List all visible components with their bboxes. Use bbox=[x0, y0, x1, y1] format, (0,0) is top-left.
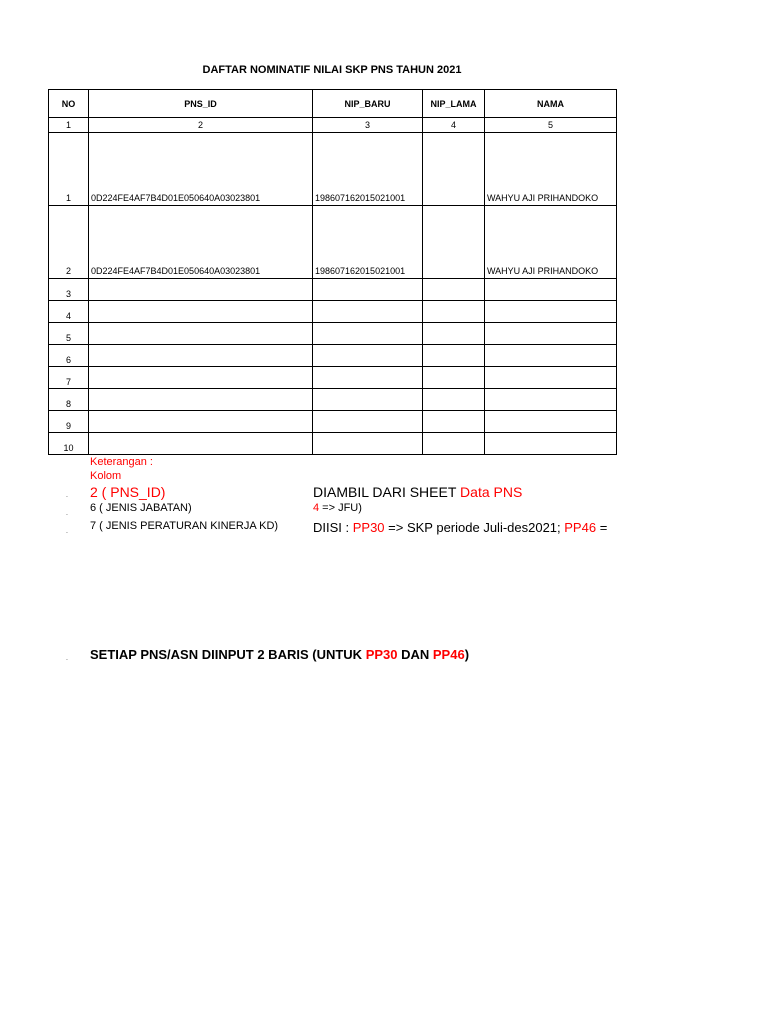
cell-nip-baru bbox=[313, 345, 423, 367]
cell-no: 7 bbox=[49, 367, 89, 389]
note-item3-desc bbox=[313, 520, 618, 535]
cell-pns-id bbox=[89, 345, 313, 367]
cell-nip-baru: 198607162015021001 bbox=[313, 206, 423, 279]
header-nip-lama: NIP_LAMA bbox=[423, 90, 485, 118]
column-number: 2 bbox=[89, 118, 313, 133]
table-row bbox=[49, 389, 617, 411]
cell-nip-lama bbox=[423, 367, 485, 389]
table-row bbox=[49, 279, 617, 301]
cell-nip-lama bbox=[423, 345, 485, 367]
table-row bbox=[49, 433, 617, 455]
cell-nip-baru bbox=[313, 411, 423, 433]
table-row bbox=[49, 133, 617, 206]
cell-pns-id bbox=[89, 389, 313, 411]
note-item2-desc-num: 4 bbox=[313, 502, 320, 514]
notes-kolom: Kolom bbox=[90, 470, 122, 482]
bottom-mid: DAN bbox=[397, 647, 433, 662]
notes-heading: Keterangan : bbox=[90, 456, 153, 468]
column-number: 3 bbox=[313, 118, 423, 133]
note-item3-mid: => SKP periode Juli-des2021; bbox=[384, 520, 565, 535]
bottom-prefix: SETIAP PNS/ASN DIINPUT 2 BARIS (UNTUK bbox=[90, 647, 366, 662]
cell-pns-id bbox=[89, 323, 313, 345]
column-number-row bbox=[49, 118, 617, 133]
cell-nama bbox=[485, 433, 617, 455]
note-item2-desc-text: => JFU) bbox=[319, 502, 362, 514]
cell-nip-lama bbox=[423, 389, 485, 411]
bottom-suffix: ) bbox=[464, 647, 470, 662]
cell-nama bbox=[485, 301, 617, 323]
cell-pns-id bbox=[89, 367, 313, 389]
cell-nip-baru: 198607162015021001 bbox=[313, 133, 423, 206]
cell-no: 4 bbox=[49, 301, 89, 323]
cell-pns-id bbox=[89, 411, 313, 433]
cell-no: 2 bbox=[49, 206, 89, 279]
header-nip-baru: NIP_BARU bbox=[313, 90, 423, 118]
cell-no: 10 bbox=[49, 433, 89, 455]
cell-nip-baru bbox=[313, 367, 423, 389]
table-row bbox=[49, 367, 617, 389]
cell-nip-lama bbox=[423, 279, 485, 301]
note-item1-label: 2 ( PNS_ID) bbox=[90, 484, 166, 500]
note-item1-desc-prefix: DIAMBIL DARI SHEET bbox=[313, 484, 461, 500]
bottom-pp46: PP46 bbox=[432, 647, 465, 662]
cell-no: 8 bbox=[49, 389, 89, 411]
note-item3-pp46: PP46 bbox=[564, 520, 597, 535]
cell-no: 9 bbox=[49, 411, 89, 433]
cell-nama bbox=[485, 389, 617, 411]
table-row bbox=[49, 345, 617, 367]
cell-pns-id: 0D224FE4AF7B4D01E050640A03023801 bbox=[89, 133, 313, 206]
nominative-table bbox=[48, 89, 617, 455]
table-header-row bbox=[49, 90, 617, 118]
note-item1-desc-highlight: Data PNS bbox=[460, 484, 523, 500]
cell-nama: WAHYU AJI PRIHANDOKO bbox=[485, 206, 617, 279]
bullet-icon: . bbox=[66, 528, 68, 535]
cell-nip-baru bbox=[313, 323, 423, 345]
note-item3-pp30: PP30 bbox=[352, 520, 385, 535]
cell-nama bbox=[485, 345, 617, 367]
cell-nip-lama bbox=[423, 433, 485, 455]
note-item3-prefix: DIISI : bbox=[313, 520, 353, 535]
cell-nip-lama bbox=[423, 301, 485, 323]
cell-no: 1 bbox=[49, 133, 89, 206]
bottom-pp30: PP30 bbox=[365, 647, 398, 662]
cell-nama bbox=[485, 367, 617, 389]
bullet-icon: . bbox=[66, 655, 68, 662]
cell-no: 5 bbox=[49, 323, 89, 345]
cell-pns-id bbox=[89, 279, 313, 301]
cell-nip-baru bbox=[313, 279, 423, 301]
cell-nip-lama bbox=[423, 206, 485, 279]
cell-nama bbox=[485, 279, 617, 301]
cell-nip-lama bbox=[423, 411, 485, 433]
column-number: 1 bbox=[49, 118, 89, 133]
cell-nip-baru bbox=[313, 433, 423, 455]
table-row bbox=[49, 206, 617, 279]
bottom-instruction bbox=[90, 647, 469, 662]
bullet-icon: . bbox=[66, 510, 68, 517]
cell-nip-lama bbox=[423, 323, 485, 345]
cell-nama: WAHYU AJI PRIHANDOKO bbox=[485, 133, 617, 206]
note-item1-desc bbox=[313, 484, 522, 500]
table-row bbox=[49, 323, 617, 345]
cell-pns-id: 0D224FE4AF7B4D01E050640A03023801 bbox=[89, 206, 313, 279]
table-row bbox=[49, 411, 617, 433]
cell-nama bbox=[485, 411, 617, 433]
note-item3-tail: = bbox=[596, 520, 608, 535]
cell-nama bbox=[485, 323, 617, 345]
column-number: 5 bbox=[485, 118, 617, 133]
note-item3-label: 7 ( JENIS PERATURAN KINERJA KD) bbox=[90, 520, 279, 532]
column-number: 4 bbox=[423, 118, 485, 133]
header-no: NO bbox=[49, 90, 89, 118]
cell-nip-baru bbox=[313, 301, 423, 323]
note-item2-desc bbox=[313, 502, 362, 514]
cell-no: 3 bbox=[49, 279, 89, 301]
note-item2-label: 6 ( JENIS JABATAN) bbox=[90, 502, 192, 514]
cell-pns-id bbox=[89, 433, 313, 455]
cell-nip-lama bbox=[423, 133, 485, 206]
cell-nip-baru bbox=[313, 389, 423, 411]
cell-no: 6 bbox=[49, 345, 89, 367]
page-title: DAFTAR NOMINATIF NILAI SKP PNS TAHUN 2021 bbox=[202, 64, 462, 76]
cell-pns-id bbox=[89, 301, 313, 323]
bullet-icon: . bbox=[66, 492, 68, 499]
header-pns-id: PNS_ID bbox=[89, 90, 313, 118]
header-nama: NAMA bbox=[485, 90, 617, 118]
table-row bbox=[49, 301, 617, 323]
